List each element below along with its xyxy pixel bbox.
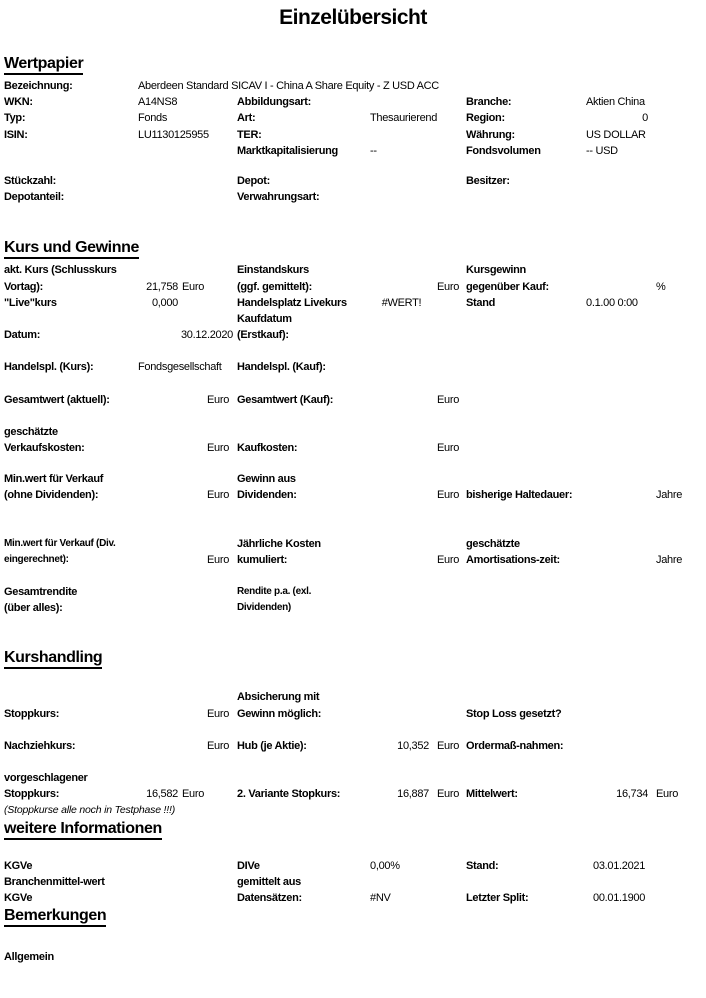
typ-value: Fonds [138, 112, 168, 125]
row-stoppkurs [4, 706, 706, 722]
verkaufskosten-unit: Euro [207, 442, 230, 455]
ordermassnahmen-label: Ordermaß-nahmen: [466, 739, 564, 752]
section-heading-kurshandling: Kurshandling [4, 648, 102, 669]
akt-kurs-unit: Euro [182, 280, 205, 293]
row-gap [4, 343, 706, 359]
section-kurshandling [4, 648, 706, 669]
gewinn-dividenden-unit: Euro [437, 489, 460, 502]
testphase-note: (Stoppkurse alle noch in Testphase !!!) [4, 804, 175, 817]
einstandskurs-label-line1: Einstandskurs [237, 264, 309, 277]
stand-info-value: 03.01.2021 [593, 859, 646, 872]
gemittelt-label-line1: gemittelt aus [237, 875, 301, 888]
row-absicherung-label [4, 689, 706, 705]
handelsplatz-kurs-value: Fondsgesellschaft [138, 361, 222, 374]
row-gap [4, 159, 706, 173]
akt-kurs-label-line1: akt. Kurs (Schlusskurs [4, 264, 117, 277]
letzter-split-label: Letzter Split: [466, 892, 529, 905]
amortisation-label-line1: geschätzte [466, 537, 520, 550]
besitzer-label: Besitzer: [466, 175, 510, 188]
gesamtrendite-label-line1: Gesamtrendite [4, 586, 78, 599]
row-gesamtrendite-labels [4, 584, 706, 600]
row-vorgeschlagener-stoppkurs [4, 786, 706, 802]
vorgeschlagener-label-line1: vorgeschlagener [4, 772, 88, 785]
gewinn-dividenden-label-line2: Dividenden: [237, 489, 297, 502]
row-handelsplatz-kurs [4, 359, 706, 375]
handelsplatz-kauf-label: Handelspl. (Kauf): [237, 361, 326, 374]
row-nachziehkurs [4, 738, 706, 754]
haltedauer-unit: Jahre [656, 489, 683, 502]
geschaetzte-label: geschätzte [4, 425, 58, 438]
stand-info-label: Stand: [466, 859, 499, 872]
absicherung-label-line1: Absicherung mit [237, 691, 320, 704]
row-minwert-div-labels [4, 536, 706, 552]
handelsplatz-livekurs-value: #WERT! [381, 296, 422, 309]
row-gap [4, 408, 706, 424]
dive-value: 0,00% [370, 859, 400, 872]
bezeichnung-value: Aberdeen Standard SICAV I - China A Share Equity - Z USD ACC [138, 80, 439, 92]
nachziehkurs-label: Nachziehkurs: [4, 739, 76, 752]
row-kgve [4, 858, 706, 874]
fondsvolumen-label: Fondsvolumen [466, 144, 541, 157]
row-verkaufskosten [4, 440, 706, 456]
akt-kurs-value: 21,758 [146, 280, 178, 293]
rendite-pa-label-line1: Rendite p.a. (exl. [237, 586, 312, 598]
art-label: Art: [237, 112, 256, 125]
vorgeschlagener-stoppkurs-value: 16,582 [146, 788, 178, 801]
row-branchen-kgve [4, 890, 706, 906]
isin-label: ISIN: [4, 128, 28, 141]
row-datum [4, 327, 706, 343]
gesamtrendite-label-line2: (über alles): [4, 602, 63, 615]
section-heading-kurs-und-gewinne: Kurs und Gewinne [4, 238, 139, 259]
row-gap [4, 568, 706, 584]
fondsvolumen-value: -- USD [586, 144, 618, 157]
minwert-verkauf-label-line2: (ohne Dividenden): [4, 489, 99, 502]
datensaetze-value: #NV [370, 892, 391, 905]
mittelwert-value: 16,734 [616, 788, 648, 801]
allgemein-label: Allgemein [4, 951, 54, 964]
gewinn-moeglich-label: Gewinn möglich: [237, 707, 322, 720]
vorgeschlagener-stoppkurs-label: Stoppkurs: [4, 788, 60, 801]
variante-stopkurs-unit: Euro [437, 788, 460, 801]
mittelwert-label: Mittelwert: [466, 788, 518, 801]
row-allgemein [4, 949, 706, 965]
depotanteil-label: Depotanteil: [4, 191, 64, 204]
ter-label: TER: [237, 128, 262, 141]
mittelwert-unit: Euro [656, 788, 679, 801]
section-kurs-und-gewinne [4, 238, 706, 259]
row-minwert-labels [4, 471, 706, 487]
dive-label: DIVe [237, 859, 260, 872]
stueckzahl-label: Stückzahl: [4, 175, 57, 188]
nachziehkurs-unit: Euro [207, 739, 230, 752]
region-label: Region: [466, 112, 505, 125]
marktkapitalisierung-value: -- [370, 144, 377, 157]
row-stueckzahl [4, 173, 706, 189]
row-wkn [4, 94, 706, 110]
jaehrliche-kosten-unit: Euro [437, 553, 460, 566]
livekurs-value: 0,000 [151, 296, 178, 309]
isin-value: LU1130125955 [138, 128, 209, 141]
verkaufskosten-label: Verkaufskosten: [4, 442, 85, 455]
branchenmittelwert-label-line1: Branchenmittel-wert [4, 875, 105, 888]
region-value: 0 [642, 112, 648, 125]
stoppkurs-unit: Euro [207, 707, 230, 720]
letzter-split-value: 00.01.1900 [593, 892, 646, 905]
marktkapitalisierung-label: Marktkapitalisierung [237, 144, 338, 157]
row-gap [4, 754, 706, 770]
datensaetze-label: Datensätzen: [237, 892, 302, 905]
row-gesamtwert [4, 392, 706, 408]
kaufkosten-label: Kaufkosten: [237, 442, 298, 455]
kgve-label: KGVe [4, 859, 33, 872]
page-title: Einzelübersicht [279, 6, 427, 29]
row-minwert-div [4, 552, 706, 568]
stop-loss-label: Stop Loss gesetzt? [466, 707, 562, 720]
section-heading-bemerkungen: Bemerkungen [4, 906, 106, 927]
kaufdatum-label-line2: (Erstkauf): [237, 329, 289, 342]
row-livekurs [4, 295, 706, 311]
datum-value: 30.12.2020 [180, 329, 233, 342]
wkn-value: A14NS8 [138, 96, 178, 109]
row-vortag [4, 279, 706, 295]
row-gap [4, 722, 706, 738]
einstandskurs-unit: Euro [437, 280, 460, 293]
variante-stopkurs-label: 2. Variante Stopkurs: [237, 788, 341, 801]
row-vorgeschlagener-label [4, 770, 706, 786]
kaufdatum-label-line1: Kaufdatum [237, 313, 292, 326]
gewinn-dividenden-label-line1: Gewinn aus [237, 473, 296, 486]
rendite-pa-label-line2: Dividenden) [237, 602, 291, 614]
row-kaufdatum [4, 311, 706, 327]
handelsplatz-kurs-label: Handelspl. (Kurs): [4, 361, 94, 374]
row-isin [4, 127, 706, 143]
livekurs-label: "Live"kurs [4, 296, 57, 309]
minwert-verkauf-unit: Euro [207, 489, 230, 502]
section-heading-wertpapier: Wertpapier [4, 54, 83, 75]
depot-label: Depot: [237, 175, 271, 188]
datum-label: Datum: [4, 329, 41, 342]
kursgewinn-unit: % [656, 280, 666, 293]
minwert-div-label-line2: eingerechnet): [4, 553, 69, 565]
amortisation-label-line2: Amortisations-zeit: [466, 553, 560, 566]
row-geschaetzte [4, 424, 706, 440]
wkn-label: WKN: [4, 96, 33, 109]
abbildungsart-label: Abbildungsart: [237, 96, 312, 109]
akt-kurs-label-line2: Vortag): [4, 280, 43, 293]
haltedauer-label: bisherige Haltedauer: [466, 489, 573, 502]
hub-unit: Euro [437, 739, 460, 752]
gesamtwert-kauf-unit: Euro [437, 393, 460, 406]
row-minwert [4, 487, 706, 503]
row-bezeichnung [4, 78, 706, 94]
row-depotanteil [4, 189, 706, 205]
jaehrliche-kosten-label-line1: Jährliche Kosten [237, 537, 321, 550]
row-gap [4, 376, 706, 392]
minwert-verkauf-label-line1: Min.wert für Verkauf [4, 473, 104, 486]
kursgewinn-label-line1: Kursgewinn [466, 264, 526, 277]
row-gesamtrendite [4, 600, 706, 616]
row-gap [4, 504, 706, 536]
handelsplatz-livekurs-label: Handelsplatz Livekurs [237, 296, 347, 309]
kursgewinn-label-line2: gegenüber Kauf: [466, 280, 549, 293]
einstandskurs-label-line2: (ggf. gemittelt): [237, 280, 312, 293]
kaufkosten-unit: Euro [437, 442, 460, 455]
gesamtwert-kauf-label: Gesamtwert (Kauf): [237, 393, 334, 406]
minwert-div-label-line1: Min.wert für Verkauf (Div. [4, 537, 116, 549]
row-typ [4, 110, 706, 126]
hub-value: 10,352 [397, 739, 429, 752]
section-wertpapier [4, 54, 706, 75]
waehrung-value: US DOLLAR [586, 128, 646, 141]
stand-label: Stand [466, 296, 496, 309]
branchenmittelwert-label-line2: KGVe [4, 892, 33, 905]
stand-value: 0.1.00 0:00 [586, 296, 638, 309]
jaehrliche-kosten-label-line2: kumuliert: [237, 553, 288, 566]
section-bemerkungen [4, 906, 706, 927]
bezeichnung-label: Bezeichnung: [4, 80, 73, 92]
section-weitere-informationen [4, 819, 706, 840]
typ-label: Typ: [4, 112, 26, 125]
stoppkurs-label: Stoppkurs: [4, 707, 60, 720]
gesamtwert-aktuell-unit: Euro [207, 393, 230, 406]
row-marktkapitalisierung [4, 143, 706, 159]
row-testphase [4, 802, 706, 818]
branche-value: Aktien China [586, 96, 645, 109]
waehrung-label: Währung: [466, 128, 515, 141]
art-value: Thesaurierend [370, 112, 438, 125]
amortisation-unit: Jahre [656, 553, 683, 566]
hub-label: Hub (je Aktie): [237, 739, 307, 752]
minwert-div-unit: Euro [207, 553, 230, 566]
variante-stopkurs-value: 16,887 [397, 788, 429, 801]
verwahrungsart-label: Verwahrungsart: [237, 191, 320, 204]
vorgeschlagener-stoppkurs-unit: Euro [182, 788, 205, 801]
row-kurs-labels-1 [4, 262, 706, 278]
row-gap [4, 456, 706, 471]
section-heading-weitere-informationen: weitere Informationen [4, 819, 162, 840]
gesamtwert-aktuell-label: Gesamtwert (aktuell): [4, 393, 110, 406]
branche-label: Branche: [466, 96, 512, 109]
row-branchenmittelwert [4, 874, 706, 890]
